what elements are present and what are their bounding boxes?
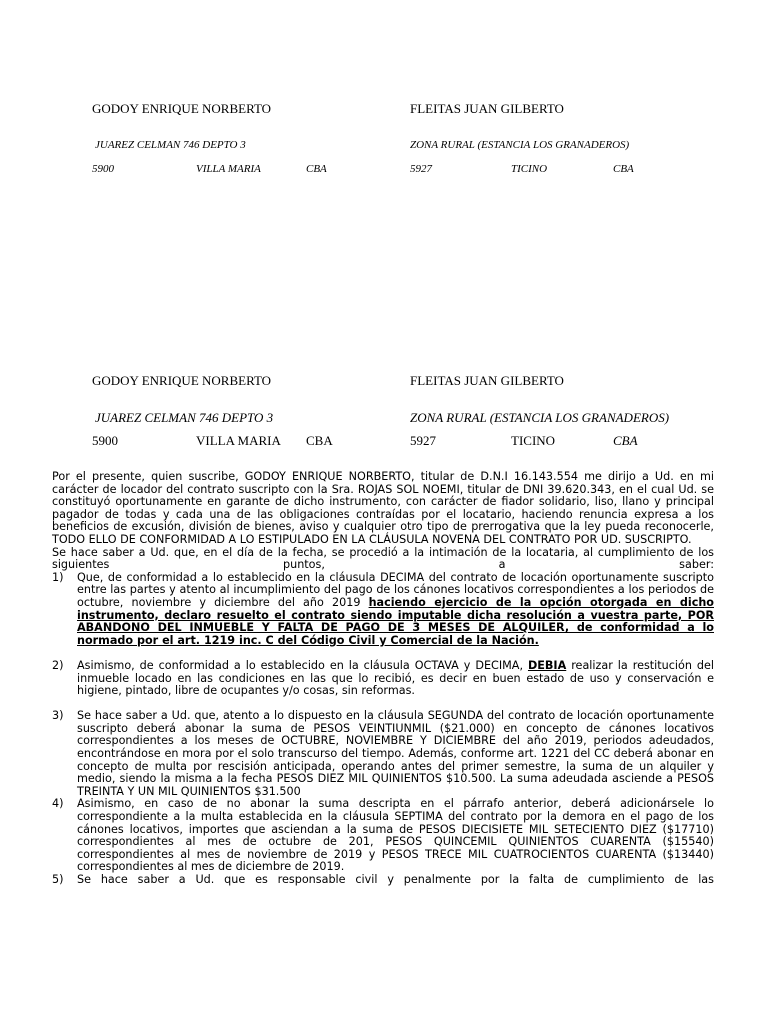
point-item xyxy=(52,874,714,887)
point-text: Que, de conformidad a lo establecido en la cláusula DECIMA del contrato de locación oportunamente suscripto entre las partes y atento al incumplimiento del pago de los cánones locativos correspondientes a los periodos de octubre, noviembre y diciembre del año 2019 xyxy=(77,570,714,609)
recipient-street: ZONA RURAL (ESTANCIA LOS GRANADEROS) xyxy=(410,139,630,151)
recipient-zip: 5927 xyxy=(410,163,432,175)
point-item xyxy=(52,710,714,798)
letter-body xyxy=(52,471,714,887)
point-number: 4) xyxy=(52,797,64,811)
numbered-points xyxy=(52,572,714,887)
point-number: 1) xyxy=(52,570,64,584)
sender-street: JUAREZ CELMAN 746 DEPTO 3 xyxy=(95,139,246,151)
point-emphasis: DEBIA xyxy=(527,658,567,672)
point-emphasis: haciendo ejercicio de la opción otorgada en dicho instrumento, declaro resuelto el contrato siendo imputable dicha resolución a vuestra parte, POR ABANDONO DEL INMUEBLE Y FALTA DE PAGO DE 3 MESES DE ALQUILER, de conformidad a lo normado por el art. 1219 inc. C del Código Civil y Comercial de la Nación. xyxy=(77,595,714,647)
recipient-name: FLEITAS JUAN GILBERTO xyxy=(410,101,564,116)
recipient-city: TICINO xyxy=(511,433,556,448)
sender-zip: 5900 xyxy=(92,163,114,175)
point-text: Se hace saber a Ud. que, atento a lo dispuesto en la cláusula SEGUNDA del contrato de locación oportunamente suscripto deberá abonar la suma de PESOS VEINTIUNMIL ($21.000) en concepto de cánones locativos correspondientes a los meses de OCTUBRE, NOVIEMBRE Y DICIEMBRE del año 2019, periodos adeudados, encontrándose en mora por el solo transcurso del tiempo. Además, conforme art. 1221 del CC deberá abonar en concepto de multa por rescisión anticipada, operando antes del primer semestre, la suma de un alquiler y medio, siendo la misma a la fecha PESOS DIEZ MIL QUINIENTOS $10.500. La suma adeudada asciende a PESOS TREINTA Y UN MIL QUINIENTOS $31.500 xyxy=(77,709,714,798)
point-text: realizar la restitución del inmueble locado en las condiciones en las que lo recibió, es decir en buen estado de uso y conservación e higiene, pintado, libre de ocupantes y/o cosas, sin reformas. xyxy=(77,658,714,698)
point-item xyxy=(52,660,714,698)
point-item xyxy=(52,798,714,874)
point-text: Asimismo, en caso de no abonar la suma descripta en el párrafo anterior, deberá adicionársele lo correspondiente a la multa establecida en la cláusula SEPTIMA del contrato por la demora en el pago de los cánones locativos, importes que asciendan a la suma de PESOS DIECISIETE MIL SETECIENTO DIEZ ($17710) correspondientes al mes de octubre de 201, PESOS QUINCEMIL QUINIENTOS CUARENTA ($15540) correspondientes al mes de noviembre de 2019 y PESOS TRECE MIL CUATROCIENTOS CUARENTA ($13440) correspondientes al mes de diciembre de 2019. xyxy=(77,797,714,874)
sender-street: JUAREZ CELMAN 746 DEPTO 3 xyxy=(95,410,274,425)
point-text: Se hace saber a Ud. que es responsable civil y penalmente por la falta de cumplimiento de las xyxy=(77,873,714,886)
sender-city: VILLA MARIA xyxy=(196,163,261,175)
point-item xyxy=(52,572,714,648)
sender-province: CBA xyxy=(306,163,327,175)
point-number: 5) xyxy=(52,873,64,886)
sender-zip: 5900 xyxy=(92,433,118,448)
point-number: 2) xyxy=(52,658,64,672)
recipient-name: FLEITAS JUAN GILBERTO xyxy=(410,373,564,388)
recipient-province: CBA xyxy=(613,163,634,175)
recipient-province: CBA xyxy=(613,433,638,448)
point-text: Asimismo, de conformidad a lo establecido en la cláusula OCTAVA y DECIMA, xyxy=(77,658,528,672)
sender-province: CBA xyxy=(306,433,333,448)
recipient-city: TICINO xyxy=(511,163,548,175)
sender-city: VILLA MARIA xyxy=(196,433,281,448)
notice-paragraph: Se hace saber a Ud. que, en el día de la fecha, se procedió a la intimación de la locataria, al cumplimiento de los siguientes puntos, a saber: xyxy=(52,545,714,572)
sender-name: GODOY ENRIQUE NORBERTO xyxy=(92,373,272,388)
intro-paragraph: Por el presente, quien suscribe, GODOY ENRIQUE NORBERTO, titular de D.N.I 16.143.554 me dirijo a Ud. en mi carácter de locador del contrato suscripto con la Sra. ROJAS SOL NOEMI, titular de DNI 39.620.343, en el cual Ud. se constituyó oportunamente en garante de dicho instrumento, con carácter de fiador solidario, liso, llano y principal pagador de todas y cada una de las obligaciones contraídas por el locatario, haciendo renuncia expresa a los beneficios de excusión, división de bienes, aviso y cualquier otro tipo de prerrogativa que la ley pueda reconocerle, TODO ELLO DE CONFORMIDAD A LO ESTIPULADO EN LA CLÁUSULA NOVENA DEL CONTRATO POR UD. SUSCRIPTO. xyxy=(52,470,714,546)
recipient-street: ZONA RURAL (ESTANCIA LOS GRANADEROS) xyxy=(410,410,670,425)
recipient-zip: 5927 xyxy=(410,433,436,448)
sender-name: GODOY ENRIQUE NORBERTO xyxy=(92,101,272,116)
point-number: 3) xyxy=(52,709,64,723)
